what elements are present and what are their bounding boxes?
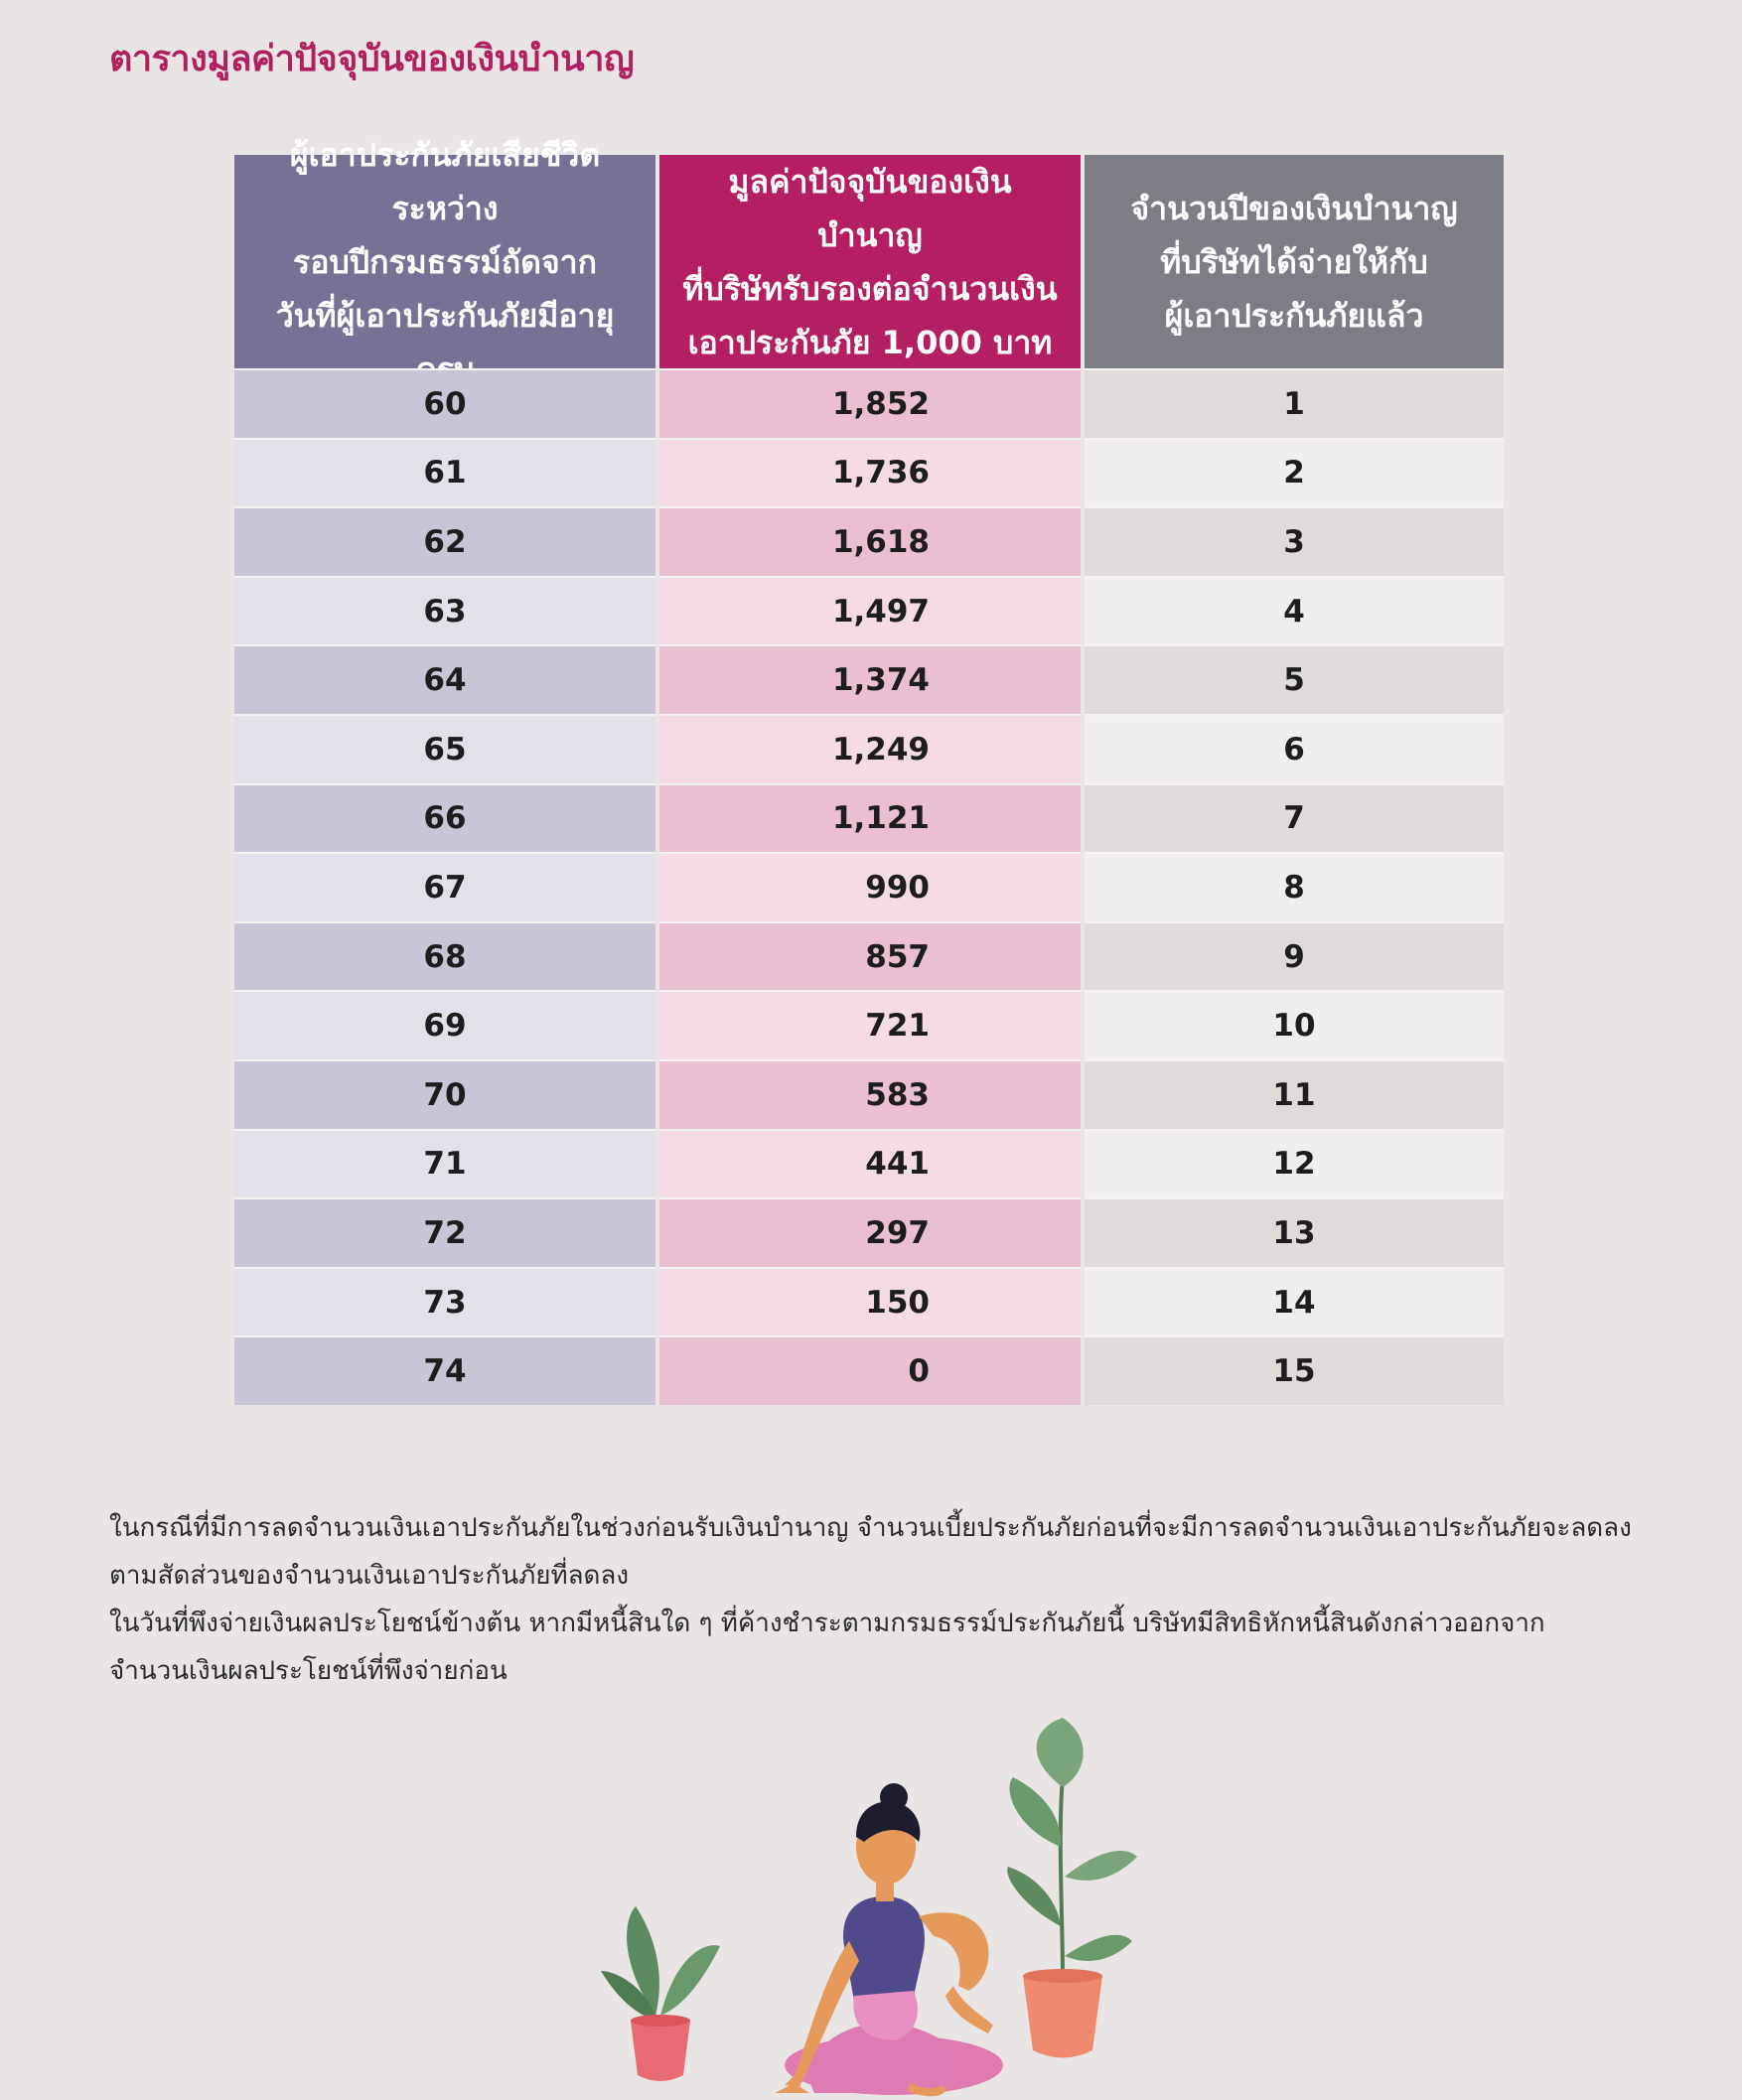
tall-plant-icon xyxy=(1007,1718,1137,2058)
table-cell-age: 70 xyxy=(234,1059,655,1129)
table-cell-age: 60 xyxy=(234,368,655,438)
table-cell-age: 67 xyxy=(234,852,655,921)
yoga-illustration-icon xyxy=(596,1718,1152,2100)
table-cell-years: 12 xyxy=(1085,1129,1504,1198)
table-cell-years: 4 xyxy=(1085,576,1504,645)
table-cell-years: 3 xyxy=(1085,506,1504,576)
table-cell-value: 857 xyxy=(659,921,1081,991)
table-cell-value: 1,249 xyxy=(659,714,1081,783)
table-cell-years: 8 xyxy=(1085,852,1504,921)
table-cell-value: 583 xyxy=(659,1059,1081,1129)
table-cell-age: 74 xyxy=(234,1335,655,1405)
table-cell-age: 69 xyxy=(234,990,655,1059)
table-cell-age: 62 xyxy=(234,506,655,576)
table-cell-years: 7 xyxy=(1085,783,1504,853)
note-line: จำนวนเงินผลประโยชน์ที่พึงจ่ายก่อน xyxy=(109,1656,508,1686)
column-header-years-paid: จำนวนปีของเงินบำนาญ ที่บริษัทได้จ่ายให้กับ ผู้เอาประกันภัยแล้ว xyxy=(1085,155,1504,368)
table-cell-age: 63 xyxy=(234,576,655,645)
notes xyxy=(109,1504,1659,1695)
table-cell-years: 5 xyxy=(1085,644,1504,714)
table-cell-value: 441 xyxy=(659,1129,1081,1198)
table-cell-years: 10 xyxy=(1085,990,1504,1059)
column-present-value xyxy=(659,155,1081,1405)
table-cell-years: 9 xyxy=(1085,921,1504,991)
column-header-age: ผู้เอาประกันภัยเสียชีวิตระหว่าง รอบปีกรมธรรม์ถัดจาก วันที่ผู้เอาประกันภัยมีอายุ xyxy=(234,155,655,368)
table-cell-years: 15 xyxy=(1085,1335,1504,1405)
note-line: ตามสัดส่วนของจำนวนเงินเอาประกันภัยที่ลดลง xyxy=(109,1561,630,1591)
table-cell-value: 297 xyxy=(659,1197,1081,1267)
table-cell-value: 1,121 xyxy=(659,783,1081,853)
table-cell-value: 1,618 xyxy=(659,506,1081,576)
table-cell-years: 2 xyxy=(1085,438,1504,507)
note-line: ในกรณีที่มีการลดจำนวนเงินเอาประกันภัยในช่วงก่อนรับเงินบำนาญ จำนวนเบี้ยประกันภัยก่อนที่จะมีการลดจำนวนเงินเอาประกันภัยจะลดลง xyxy=(109,1513,1632,1543)
note-line: ในวันที่พึงจ่ายเงินผลประโยชน์ข้างต้น หากมีหนี้สินใด ๆ ที่ค้างชำระตามกรมธรรม์ประกันภัยนี้ บริษัทมีสิทธิหักหนี้สินดังกล่าวออกจาก xyxy=(109,1609,1545,1638)
table-cell-years: 6 xyxy=(1085,714,1504,783)
table-cell-age: 71 xyxy=(234,1129,655,1198)
table-cell-age: 73 xyxy=(234,1267,655,1336)
table-cell-age: 61 xyxy=(234,438,655,507)
column-years-paid xyxy=(1085,155,1504,1405)
table-cell-years: 13 xyxy=(1085,1197,1504,1267)
table-cell-age: 66 xyxy=(234,783,655,853)
table-cell-years: 1 xyxy=(1085,368,1504,438)
table-cell-value: 1,736 xyxy=(659,438,1081,507)
table-cell-years: 14 xyxy=(1085,1267,1504,1336)
yoga-woman-icon xyxy=(775,1783,1003,2095)
table-cell-value: 1,497 xyxy=(659,576,1081,645)
table-cell-value: 990 xyxy=(659,852,1081,921)
table-cell-age: 64 xyxy=(234,644,655,714)
small-plant-icon xyxy=(601,1906,720,2081)
table-cell-value: 1,852 xyxy=(659,368,1081,438)
table-cell-value: 1,374 xyxy=(659,644,1081,714)
table-cell-value: 0 xyxy=(659,1335,1081,1405)
table-cell-age: 68 xyxy=(234,921,655,991)
column-header-present-value: มูลค่าปัจจุบันของเงินบำนาญ ที่บริษัทรับรองต่อจำนวนเงิน เอาประกันภัย 1,000 บาท xyxy=(659,155,1081,368)
column-age xyxy=(234,135,655,1405)
table-cell-value: 150 xyxy=(659,1267,1081,1336)
table-cell-years: 11 xyxy=(1085,1059,1504,1129)
table-cell-value: 721 xyxy=(659,990,1081,1059)
table-cell-age: 72 xyxy=(234,1197,655,1267)
table-cell-age: 65 xyxy=(234,714,655,783)
present-value-table xyxy=(234,135,1504,1405)
page-title: ตารางมูลค่าปัจจุบันของเงินบำนาญ xyxy=(109,39,635,79)
